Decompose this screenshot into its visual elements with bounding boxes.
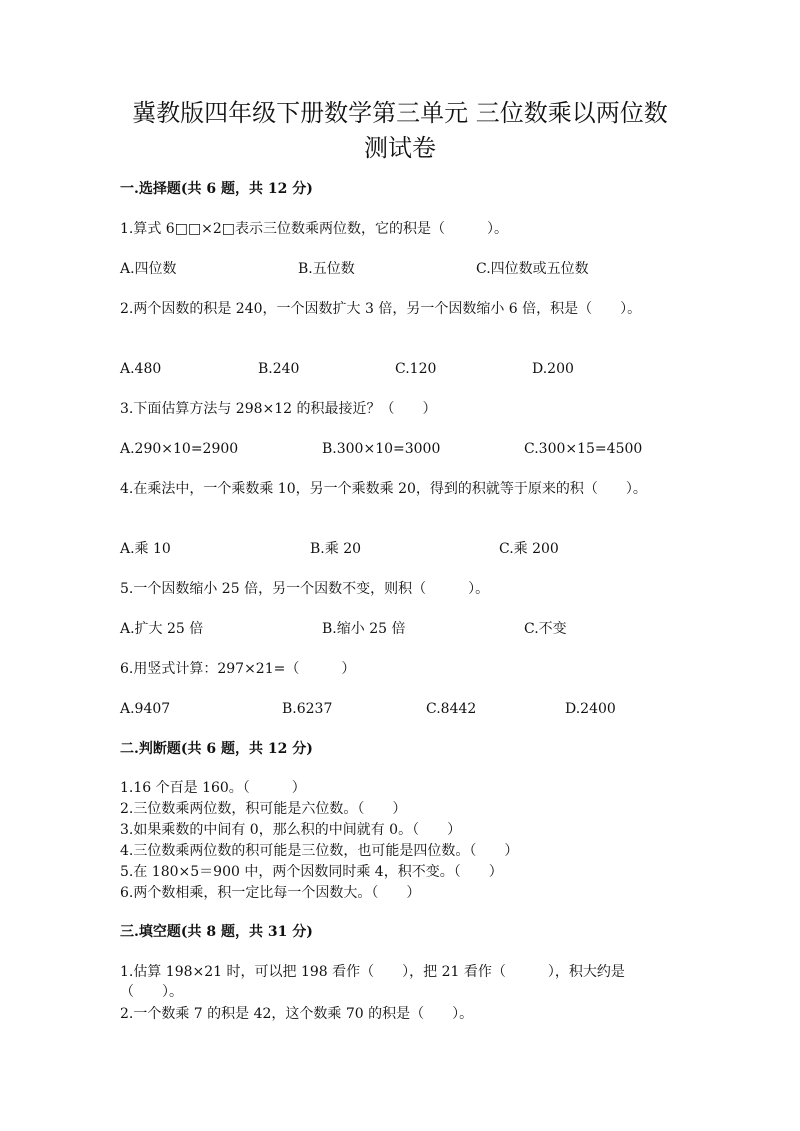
judgement-item-4: 4.三位数乘两位数的积可能是三位数，也可能是四位数。（ ） xyxy=(120,843,519,859)
question-6: 6.用竖式计算：297×21=（ ） xyxy=(120,661,356,677)
fill-blank-item-1: 1.估算 198×21 时，可以把 198 看作（ ），把 21 看作（ ），积大约是（ ）。 xyxy=(120,964,625,1000)
option-4c: C.乘 200 xyxy=(499,541,559,557)
exam-title-line2: 测试卷 xyxy=(364,134,436,162)
option-2b: B.240 xyxy=(258,361,300,377)
option-5a: A.扩大 25 倍 xyxy=(120,621,204,637)
option-6b: B.6237 xyxy=(282,701,333,717)
option-3b: B.300×10=3000 xyxy=(322,441,441,457)
option-5b: B.缩小 25 倍 xyxy=(322,621,406,637)
fill-blank-item-2: 2.一个数乘 7 的积是 42，这个数乘 70 的积是（ ）。 xyxy=(120,1006,474,1022)
section-heading-judgement: 二.判断题(共 6 题，共 12 分) xyxy=(120,741,313,757)
option-6a: A.9407 xyxy=(120,701,171,717)
option-4a: A.乘 10 xyxy=(120,541,171,557)
option-3c: C.300×15=4500 xyxy=(524,441,643,457)
question-1: 1.算式 6□□×2□表示三位数乘两位数，它的积是（ ）。 xyxy=(120,221,509,237)
question-2: 2.两个因数的积是 240，一个因数扩大 3 倍，另一个因数缩小 6 倍，积是（ ）。 xyxy=(120,301,642,317)
section-heading-choice: 一.选择题(共 6 题，共 12 分) xyxy=(120,181,313,197)
judgement-item-2: 2.三位数乘两位数，积可能是六位数。（ ） xyxy=(120,801,407,817)
section-heading-fill-blank: 三.填空题(共 8 题，共 31 分) xyxy=(120,924,313,940)
option-3a: A.290×10=2900 xyxy=(120,441,239,457)
question-5: 5.一个因数缩小 25 倍，另一个因数不变，则积（ ）。 xyxy=(120,581,490,597)
judgement-item-6: 6.两个数相乘，积一定比每一个因数大。（ ） xyxy=(120,885,421,901)
option-4b: B.乘 20 xyxy=(310,541,362,557)
judgement-item-5: 5.在 180×5＝900 中，两个因数同时乘 4，积不变。（ ） xyxy=(120,864,503,880)
option-5c: C.不变 xyxy=(524,621,567,637)
option-2a: A.480 xyxy=(120,361,162,377)
option-1a: A.四位数 xyxy=(120,261,177,277)
option-1c: C.四位数或五位数 xyxy=(476,261,589,277)
exam-title-line1: 冀教版四年级下册数学第三单元 三位数乘以两位数 xyxy=(132,99,668,127)
option-6d: D.2400 xyxy=(565,701,616,717)
option-1b: B.五位数 xyxy=(298,261,355,277)
question-4: 4.在乘法中，一个乘数乘 10，另一个乘数乘 20，得到的积就等于原来的积（ ）。 xyxy=(120,481,647,497)
option-6c: C.8442 xyxy=(426,701,477,717)
judgement-item-1: 1.16 个百是 160。（ ） xyxy=(120,780,306,796)
option-2d: D.200 xyxy=(532,361,574,377)
judgement-item-3: 3.如果乘数的中间有 0，那么积的中间就有 0。（ ） xyxy=(120,822,462,838)
question-3: 3.下面估算方法与 298×12 的积最接近？（ ） xyxy=(120,401,437,417)
option-2c: C.120 xyxy=(395,361,437,377)
